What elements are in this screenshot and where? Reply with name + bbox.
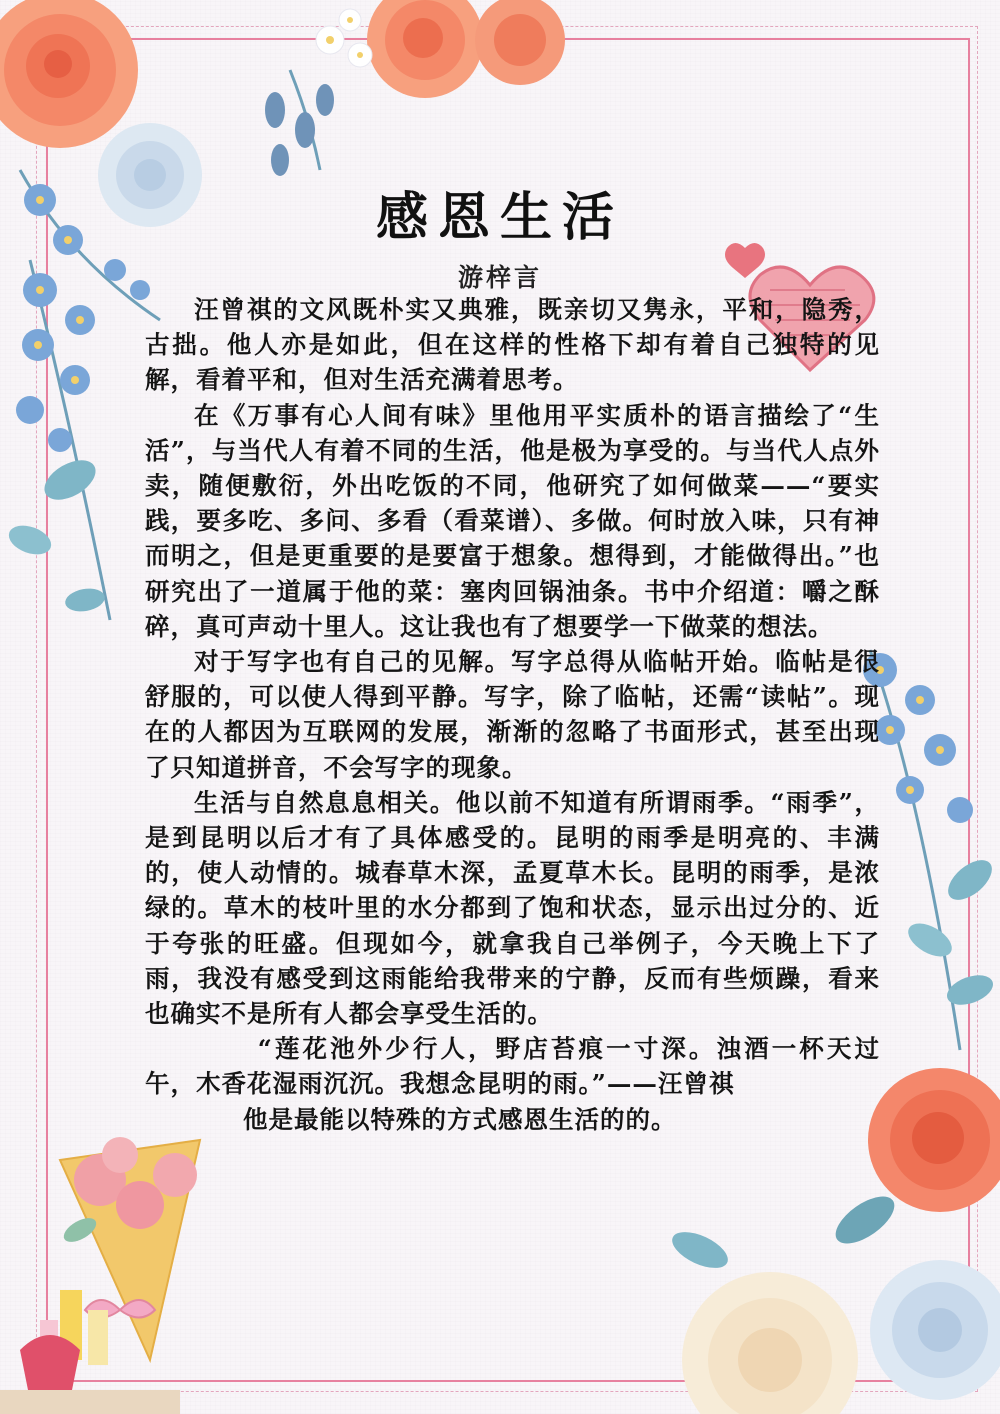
paragraph-4: 生活与自然息息相关。他以前不知道有所谓雨季。“雨季”，是到昆明以后才有了具体感受的。昆明的雨季是明亮的、丰满的，使人动情的。城春草木深，孟夏草木长。昆明的雨季，是浓绿的。草木的枝叶里的水分都到了饱和状态，显示出过分的、近于夸张的旺盛。但现如今，就拿我自己举例子，今天晚上下了雨，我没有感受到这雨能给我带来的宁静，反而有些烦躁，看来也确实不是所有人都会享受生活的。	[145, 787, 880, 1029]
poem-quote: “莲花池外少行人，野店苔痕一寸深。浊酒一杯天过午，木香花湿雨沉沉。我想念昆明的雨。”——汪曾祺	[145, 1034, 880, 1099]
paragraph-3: 对于写字也有自己的见解。写字总得从临帖开始。临帖是很舒服的，可以使人得到平静。写字，除了临帖，还需“读帖”。现在的人都因为互联网的发展，渐渐的忽略了书面形式，甚至出现了只知道拼音，不会写字的现象。	[145, 647, 880, 782]
author-name: 游梓言	[457, 263, 542, 292]
paragraph-2: 在《万事有心人间有味》里他用平实质朴的语言描绘了“生活”，与当代人有着不同的生活，他是极为享受的。与当代人点外卖，随便敷衍，外出吃饭的不同，他研究了如何做菜——“要实践，要多吃、多问、多看（看菜谱）、多做。何时放入味，只有神而明之，但是更重要的是要富于想象。想得到，才能做得出。”也研究出了一道属于他的菜：塞肉回锅油条。书中介绍道：嚼之酥碎，真可声动十里人。这让我也有了想要学一下做菜的想法。	[145, 400, 880, 641]
page-title: 感恩生活	[375, 187, 624, 248]
flower-top-center	[230, 0, 590, 190]
closing-line: 他是最能以特殊的方式感恩生活的的。	[243, 1104, 677, 1134]
essay-body	[145, 292, 880, 1137]
paragraph-1: 汪曾祺的文风既朴实又典雅，既亲切又隽永，平和，隐秀，古拙。他人亦是如此，但在这样的性格下却有着自己独特的见解，看着平和，但对生活充满着思考。	[145, 295, 880, 395]
